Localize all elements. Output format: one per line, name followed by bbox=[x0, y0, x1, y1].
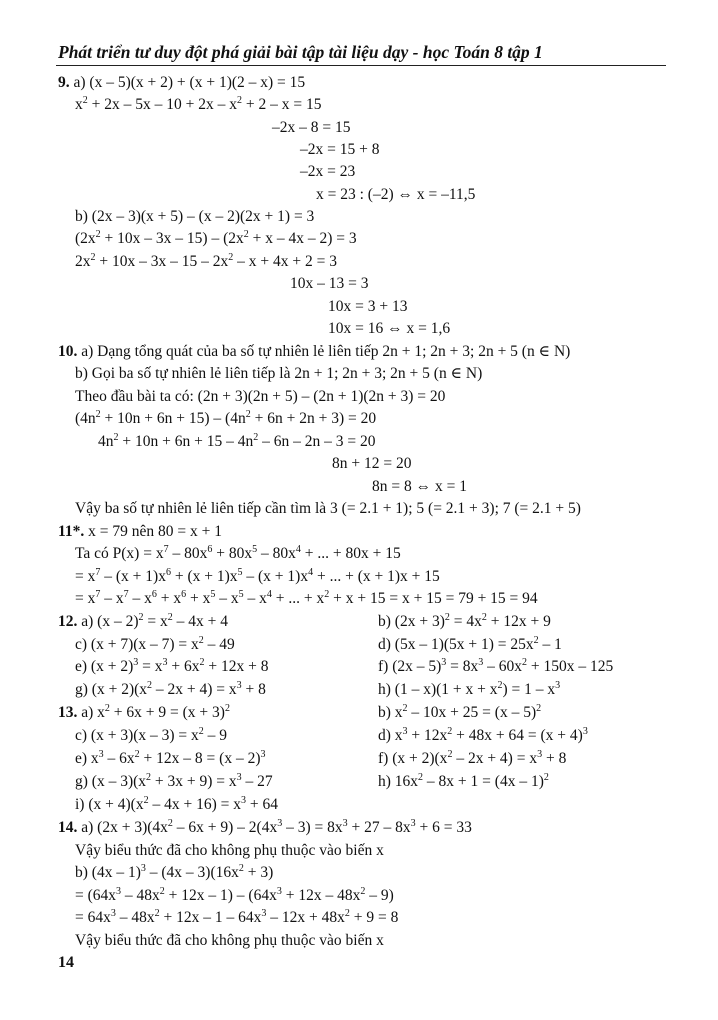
math-line bbox=[75, 363, 482, 385]
exercise-line bbox=[58, 611, 228, 633]
line-text: –2x = 23 bbox=[300, 163, 356, 180]
line-text: $(4n^2 + 10n + 6n + 15) - (4n^2 + 6n + 2n + 3) = 20$ bbox=[75, 409, 377, 427]
math-line bbox=[75, 408, 376, 430]
math-line bbox=[372, 476, 467, 498]
line-text: 10x – 13 = 3 bbox=[290, 275, 369, 292]
line-text: a) Dạng tổng quát của ba số tự nhiên lẻ liên tiếp 2n + 1; 2n + 3; 2n + 5 (n ∈ N) bbox=[81, 343, 571, 360]
math-line bbox=[378, 611, 551, 633]
math-line bbox=[75, 228, 357, 250]
exercise-number: 12. bbox=[58, 613, 78, 630]
line-text: b) Gọi ba số tự nhiên lẻ liên tiếp là 2n + 1; 2n + 3; 2n + 5 (n ∈ N) bbox=[75, 365, 483, 382]
math-line bbox=[378, 702, 541, 724]
line-text: $4n^2 + 10n + 6n + 15 - 4n^2 - 6n - 2n - 3 = 20$ bbox=[98, 432, 376, 450]
line-text: h) $16x^2 - 8x + 1 = (4x - 1)^2$ bbox=[378, 772, 549, 790]
line-text: e) $x^3 - 6x^2 + 12x - 8 = (x - 2)^3$ bbox=[75, 749, 266, 767]
math-line bbox=[75, 885, 394, 907]
math-line bbox=[75, 862, 273, 884]
line-text: 8n = 8 ⇔ x = 1 bbox=[372, 478, 467, 495]
line-text: e) $(x + 2)^3 = x^3 + 6x^2 + 12x + 8$ bbox=[75, 657, 269, 675]
line-text: = $(64x^3 - 48x^2 + 12x - 1) - (64x^3 + 12x - 48x^2 - 9)$ bbox=[75, 886, 394, 904]
math-line bbox=[378, 679, 560, 701]
line-text: f) $(2x - 5)^3 = 8x^3 - 60x^2 + 150x - 125$ bbox=[378, 657, 614, 675]
math-line bbox=[75, 907, 398, 929]
math-line bbox=[272, 117, 351, 139]
math-line bbox=[75, 748, 265, 770]
math-line bbox=[98, 431, 375, 453]
header-rule bbox=[56, 65, 666, 66]
line-text: x = 23 : (–2) ⇔ x = –11,5 bbox=[316, 186, 476, 203]
math-line bbox=[290, 273, 369, 295]
exercise-line bbox=[58, 702, 230, 724]
math-line bbox=[378, 725, 588, 747]
line-text: $x^2 + 2x - 5x - 10 + 2x - x^2 + 2 - x = 15$ bbox=[75, 95, 322, 113]
math-line bbox=[378, 771, 549, 793]
line-text: = $64x^3 - 48x^2 + 12x - 1 - 64x^3 - 12x + 48x^2 + 9 = 8$ bbox=[75, 908, 399, 926]
math-line bbox=[332, 453, 411, 475]
exercise-line bbox=[58, 521, 222, 543]
math-line bbox=[75, 771, 273, 793]
line-text: x = 79 nên 80 = x + 1 bbox=[88, 523, 223, 540]
line-text: Theo đầu bài ta có: (2n + 3)(2n + 5) – (2n + 1)(2n + 3) = 20 bbox=[75, 388, 446, 405]
line-text: –2x – 8 = 15 bbox=[272, 119, 351, 136]
line-text: $(2x^2 + 10x - 3x - 15) - (2x^2 + x - 4x - 2) = 3$ bbox=[75, 229, 357, 247]
math-line bbox=[75, 725, 227, 747]
exercise-line bbox=[58, 72, 305, 94]
line-text: b) $(2x + 3)^2 = 4x^2 + 12x + 9$ bbox=[378, 612, 551, 630]
math-line bbox=[75, 656, 268, 678]
math-line bbox=[75, 543, 401, 565]
line-text: i) $(x + 4)(x^2 - 4x + 16) = x^3 + 64$ bbox=[75, 795, 278, 813]
math-line bbox=[300, 139, 379, 161]
line-text: c) $(x + 7)(x - 7) = x^2 - 49$ bbox=[75, 635, 235, 653]
math-line bbox=[300, 161, 355, 183]
math-line bbox=[75, 840, 384, 862]
math-line bbox=[75, 206, 314, 228]
line-text: g) $(x - 3)(x^2 + 3x + 9) = x^3 - 27$ bbox=[75, 772, 273, 790]
math-line bbox=[75, 251, 337, 273]
math-line bbox=[75, 94, 321, 116]
line-text: Vậy ba số tự nhiên lẻ liên tiếp cần tìm là 3 (= 2.1 + 1); 5 (= 2.1 + 3); 7 (= 2.1 + 5) bbox=[75, 500, 581, 517]
line-text: a) (x – 5)(x + 2) + (x + 1)(2 – x) = 15 bbox=[73, 74, 306, 91]
line-text: $2x^2 + 10x - 3x - 15 - 2x^2 - x + 4x + 2 = 3$ bbox=[75, 252, 337, 270]
math-line bbox=[378, 634, 562, 656]
line-text: f) $(x + 2)(x^2 - 2x + 4) = x^3 + 8$ bbox=[378, 749, 567, 767]
line-text: b) $x^2 - 10x + 25 = (x - 5)^2$ bbox=[378, 703, 542, 721]
math-line bbox=[328, 318, 450, 340]
exercise-number: 14. bbox=[58, 819, 78, 836]
exercise-number: 10. bbox=[58, 343, 78, 360]
line-text: a) $(2x + 3)(4x^2 - 6x + 9) - 2(4x^3 - 3) = 8x^3 + 27 - 8x^3 + 6 = 33$ bbox=[81, 818, 472, 836]
line-text: 10x = 16 ⇔ x = 1,6 bbox=[328, 320, 451, 337]
math-line bbox=[378, 748, 566, 770]
line-text: Ta có $P(x) = x^7 - 80x^6 + 80x^5 - 80x^4$ + ... + 80x + 15 bbox=[75, 544, 401, 562]
math-line bbox=[75, 930, 384, 952]
line-text: d) $x^3 + 12x^2 + 48x + 64 = (x + 4)^3$ bbox=[378, 726, 588, 744]
math-line bbox=[75, 679, 266, 701]
page-header-title: Phát triển tư duy đột phá giải bài tập tài liệu dạy - học Toán 8 tập 1 bbox=[58, 42, 543, 62]
line-text: c) $(x + 3)(x - 3) = x^2 - 9$ bbox=[75, 726, 228, 744]
math-line bbox=[75, 566, 440, 588]
math-line bbox=[75, 634, 235, 656]
line-text: b) $(4x - 1)^3 - (4x - 3)(16x^2 + 3)$ bbox=[75, 863, 274, 881]
math-line bbox=[378, 656, 613, 678]
math-line bbox=[75, 386, 445, 408]
line-text: Vậy biểu thức đã cho không phụ thuộc vào biến x bbox=[75, 842, 384, 859]
exercise-number: 9. bbox=[58, 74, 70, 91]
exercise-number: 11*. bbox=[58, 523, 85, 540]
line-text: h) $(1 - x)(1 + x + x^2) = 1 - x^3$ bbox=[378, 680, 561, 698]
exercise-line bbox=[58, 817, 472, 839]
exercise-number: 13. bbox=[58, 704, 78, 721]
math-line bbox=[75, 498, 581, 520]
line-text: g) $(x + 2)(x^2 - 2x + 4) = x^3 + 8$ bbox=[75, 680, 266, 698]
line-text: = $x^7 - (x + 1)x^6 + (x + 1)x^5 - (x + 1)x^4$ + ... + (x + 1)x + 15 bbox=[75, 567, 440, 585]
line-text: b) (2x – 3)(x + 5) – (x – 2)(2x + 1) = 3 bbox=[75, 208, 315, 225]
line-text: = $x^7 - x^7 - x^6 + x^6 + x^5 - x^5 - x^4$ + ... + $x^2 + x + 15 = x + 15 = 79 + 15 = 94$ bbox=[75, 589, 538, 607]
line-text: 8n + 12 = 20 bbox=[332, 455, 412, 472]
page-number: 14 bbox=[58, 954, 74, 971]
line-text: a) $x^2 + 6x + 9 = (x + 3)^2$ bbox=[81, 703, 230, 721]
math-line bbox=[328, 296, 407, 318]
line-text: 10x = 3 + 13 bbox=[328, 298, 408, 315]
math-line bbox=[316, 184, 475, 206]
math-line bbox=[75, 794, 278, 816]
exercise-line bbox=[58, 341, 570, 363]
line-text: –2x = 15 + 8 bbox=[300, 141, 380, 158]
line-text: a) $(x - 2)^2 = x^2 - 4x + 4$ bbox=[81, 612, 228, 630]
line-text: d) $(5x - 1)(5x + 1) = 25x^2 - 1$ bbox=[378, 635, 562, 653]
math-line bbox=[75, 588, 538, 610]
line-text: Vậy biểu thức đã cho không phụ thuộc vào biến x bbox=[75, 932, 384, 949]
